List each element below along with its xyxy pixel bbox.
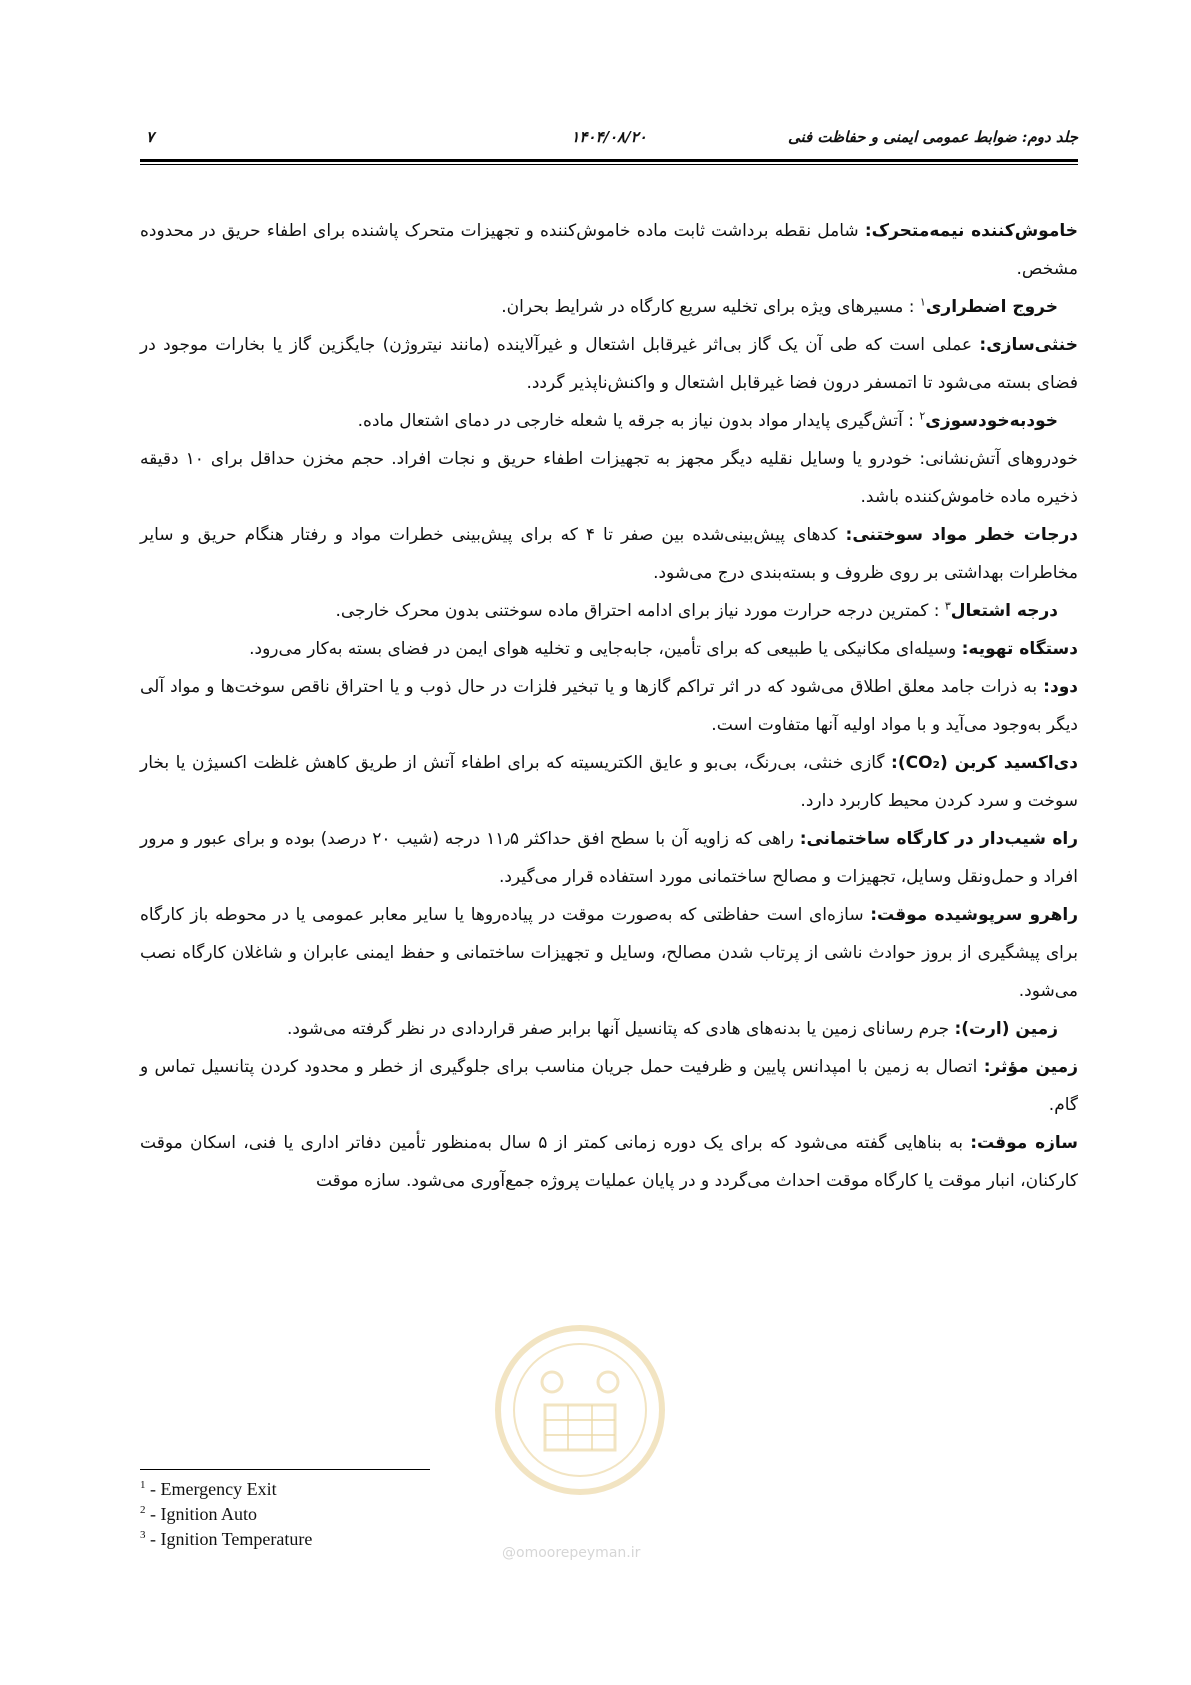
definition-term: سازه موقت: [970, 1133, 1078, 1153]
footnote-number: 2 [140, 1504, 146, 1516]
definitions-body [140, 212, 1078, 1200]
definition-term: خودبه‌خودسوزی [925, 411, 1058, 431]
header-date: ۱۴۰۴/۰۸/۲۰ [571, 128, 647, 146]
definition-text: شامل نقطه برداشت ثابت ماده خاموش‌کننده و تجهیزات متحرک پاشنده برای اطفاء حریق در محدوده مشخص. [140, 221, 1078, 279]
definition-text: : کمترین درجه حرارت مورد نیاز برای ادامه احتراق ماده سوختنی بدون محرک خارجی. [335, 601, 945, 621]
definition-entry [140, 402, 1078, 440]
definition-text: جرم رسانای زمین یا بدنه‌های هادی که پتانسیل آنها برابر صفر قراردادی در نظر گرفته می‌شود. [286, 1019, 955, 1039]
footnote-item [140, 1477, 540, 1502]
definition-text: راهی که زاویه آن با سطح افق حداکثر ۱۱٫۵ درجه (شیب ۲۰ درصد) بوده و برای عبور و مرور افراد و حمل‌ونقل وسایل، تجهیزات و مصالح ساختمانی مورد استفاده قرار می‌گیرد. [140, 829, 1078, 887]
footnote-text: - Ignition Temperature [145, 1529, 313, 1549]
definition-term: خنثی‌سازی: [979, 335, 1078, 355]
definition-entry [140, 440, 1078, 516]
footnote-ref: ۲ [919, 409, 926, 423]
definition-entry [140, 1010, 1078, 1048]
definition-term: خاموش‌کننده نیمه‌متحرک: [864, 221, 1078, 241]
definition-term: دی‌اکسید کربن (CO₂): [891, 753, 1078, 773]
definition-entry [140, 288, 1078, 326]
definition-entry [140, 896, 1078, 1010]
definition-text: خودروهای آتش‌نشانی: خودرو یا وسایل نقلیه دیگر مجهز به تجهیزات اطفاء حریق و نجات افراد. حجم مخزن حداقل برای ۱۰ دقیقه ذخیره ماده خاموش‌کننده باشد. [140, 449, 1078, 507]
definition-entry [140, 516, 1078, 592]
header-title: جلد دوم: ضوابط عمومی ایمنی و حفاظت فنی [788, 128, 1078, 146]
header-rule-thick [140, 159, 1078, 162]
definition-entry [140, 212, 1078, 288]
definition-term: دستگاه تهویه: [961, 639, 1078, 659]
footnote-item [140, 1527, 540, 1552]
definition-term: راه شیب‌دار در کارگاه ساختمانی: [799, 829, 1078, 849]
definition-term: درجات خطر مواد سوختنی: [845, 525, 1078, 545]
definition-term: دود: [1043, 677, 1078, 697]
definition-text: کدهای پیش‌بینی‌شده بین صفر تا ۴ که برای پیش‌بینی خطرات مواد و رفتار هنگام حریق و سایر مخاطرات بهداشتی بر روی ظروف و بسته‌بندی درج می‌شود. [140, 525, 1078, 583]
running-header [140, 128, 1078, 152]
definition-term: زمین (ارت): [954, 1019, 1058, 1039]
definition-entry [140, 744, 1078, 820]
page-number: ۷ [146, 128, 155, 146]
definition-term: خروج اضطراری [925, 297, 1058, 317]
definition-entry [140, 326, 1078, 402]
definition-text: : آتش‌گیری پایدار مواد بدون نیاز به جرقه یا شعله خارجی در دمای اشتعال ماده. [357, 411, 920, 431]
footnote-text: - Emergency Exit [145, 1479, 277, 1499]
definition-term: درجه اشتعال [950, 601, 1058, 621]
watermark-url: @omoorepeyman.ir [502, 1545, 641, 1561]
footnote-ref: ۱ [919, 295, 926, 309]
definition-text: عملی است که طی آن یک گاز بی‌اثر غیرقابل اشتعال و غیرآلاینده (مانند نیتروژن) جایگزین گاز یا بخارات موجود در فضای بسته می‌شود تا اتمسفر درون فضا غیرقابل اشتعال و واکنش‌ناپذیر گردد. [140, 335, 1078, 393]
definition-term: زمین مؤثر: [983, 1057, 1078, 1077]
definition-text: گازی خنثی، بی‌رنگ، بی‌بو و عایق الکتریسیته که برای اطفاء آتش از طریق کاهش غلظت اکسیژن یا بخار سوخت و سرد کردن محیط کاربرد دارد. [140, 753, 1078, 811]
definition-entry [140, 592, 1078, 630]
definition-text: به بناهایی گفته می‌شود که برای یک دوره زمانی کمتر از ۵ سال به‌منظور تأمین دفاتر اداری یا فنی، اسکان موقت کارکنان، انبار موقت یا کارگاه موقت احداث می‌گردد و در پایان عملیات پروژه جمع‌آوری می‌شود. سازه موقت [140, 1133, 1078, 1191]
definition-text: به ذرات جامد معلق اطلاق می‌شود که در اثر تراکم گازها و یا تبخیر فلزات در حال ذوب و یا احتراق ناقص سوخت‌ها و مواد آلی دیگر به‌وجود می‌آید و با مواد اولیه آنها متفاوت است. [140, 677, 1078, 735]
definition-text: وسیله‌ای مکانیکی یا طبیعی که برای تأمین، جابه‌جایی و تخلیه هوای ایمن در فضای بسته به‌کار می‌رود. [249, 639, 962, 659]
definition-text: سازه‌ای است حفاظتی که به‌صورت موقت در پیاده‌روها یا سایر معابر عمومی یا در محوطه باز کارگاه برای پیشگیری از بروز حوادث ناشی از پرتاب شدن مصالح، وسایل و تجهیزات ساختمانی و حفظ ایمنی عابران و شاغلان کارگاه نصب می‌شود. [140, 905, 1078, 1001]
definition-entry [140, 1048, 1078, 1124]
footnote-ref: ۳ [944, 599, 951, 613]
definition-term: راهرو سرپوشیده موقت: [870, 905, 1078, 925]
definition-entry [140, 1124, 1078, 1200]
watermark-seal-icon [490, 1320, 670, 1500]
footnote-text: - Ignition Auto [145, 1504, 257, 1524]
footnote-number: 3 [140, 1529, 146, 1541]
header-rule-thin [140, 164, 1078, 165]
definition-entry [140, 820, 1078, 896]
footnotes [140, 1477, 540, 1552]
footnote-number: 1 [140, 1479, 146, 1491]
definition-entry [140, 630, 1078, 668]
footnote-item [140, 1502, 540, 1527]
definition-text: اتصال به زمین با امپدانس پایین و ظرفیت حمل جریان مناسب برای جلوگیری از خطر و محدود کردن پتانسیل تماس و گام. [140, 1057, 1078, 1115]
definition-text: : مسیرهای ویژه برای تخلیه سریع کارگاه در شرایط بحران. [501, 297, 920, 317]
footnote-rule [140, 1469, 430, 1470]
definition-entry [140, 668, 1078, 744]
